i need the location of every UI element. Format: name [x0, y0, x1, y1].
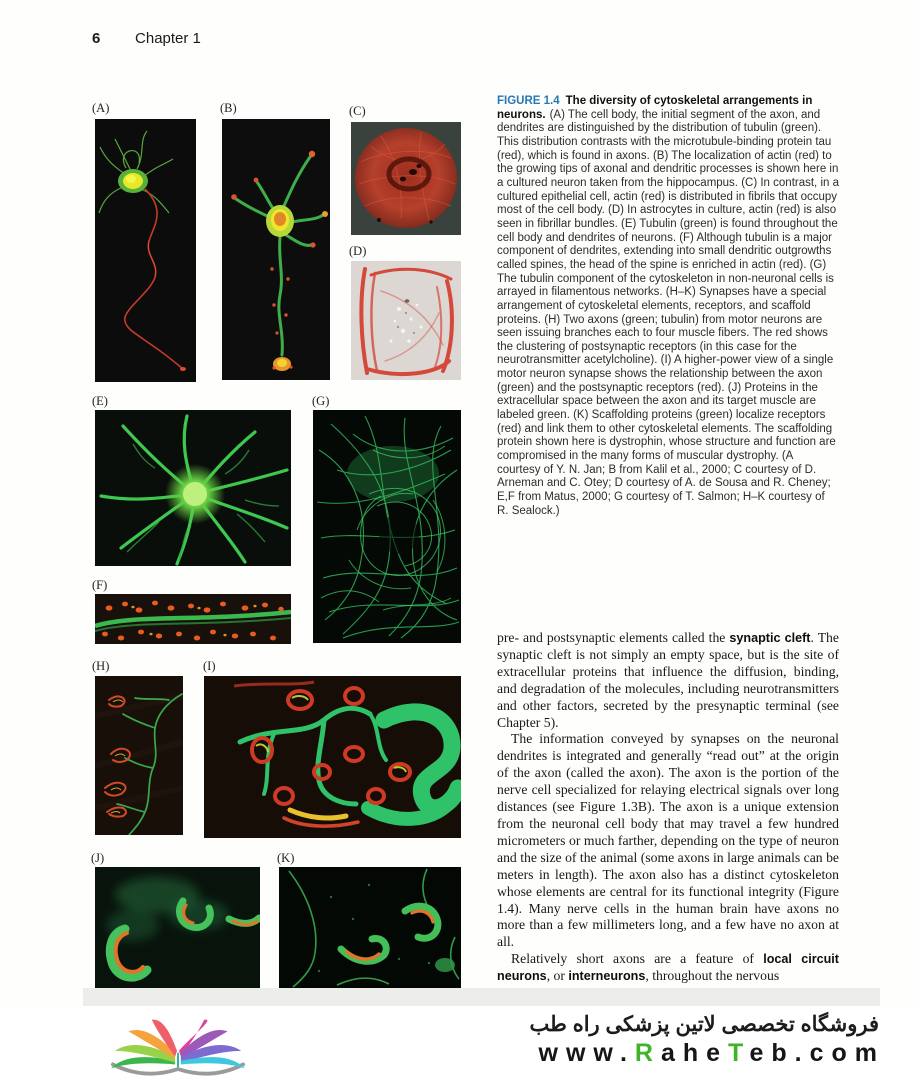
chapter-title: Chapter 1: [135, 30, 201, 47]
website-url: www.RaheTeb.com: [538, 1039, 885, 1067]
panel-label-b: (B): [220, 101, 237, 115]
panel-c-micrograph: [351, 122, 461, 235]
panel-label-c: (C): [349, 104, 366, 118]
figure-caption-text: (A) The cell body, the initial segment of the axon, and dendrites are distinguished by the distribution of tubulin (green). This distribution contrasts with the microtubule-binding protein tau (red), which is found in axons. (B) The localization of actin (red) to the growing tips of axonal and dendritic processes is shown here in a cultured neuron taken from the hippocampus. (C) In contrast, in a cultured epithelial cell, actin (red) is distributed in fibrils that occupy most of the cell body. (D) In astrocytes in culture, actin (red) is also seen in fibrillar bundles. (E) Tubulin (green) is found throughout the cell body and dendrites of neurons. (F) Although tubulin is a major component of dendrites, extending into small dendritic outgrowths called spines, the head of the spine is enriched in actin (red). (G) The tubulin component of the cytoskeleton in non-neuronal cells is arrayed in filamentous networks. (H–K) Synapses have a special arrangement of cytoskeletal elements, receptors, and scaffold proteins. (H) Two axons (green; tubulin) from motor neurons are seen issuing branches each to four muscle fibers. The red shows the clustering of postsynaptic receptors (in this case for the neurotransmitter acetylcholine). (I) A higher-power view of a single motor neuron synapse shows the relationship between the axon (green) and the postsynaptic receptors (red). (J) Proteins in the extracellular space between the axon and its target muscle are labeled green. (K) Scaffolding proteins (green) localize receptors (red) and link them to other cytoskeletal elements. The scaffolding protein shown here is dystrophin, whose structure and function are compromised in the many forms of muscular dystrophy. (A courtesy of Y. N. Jan; B from Kalil et al., 2000; C courtesy of D. Arneman and C. Otey; D courtesy of A. de Sousa and R. Cheney; E,F from Matus, 2000; G courtesy of T. Salmon; H–K courtesy of R. Sealock.): [497, 108, 839, 517]
panel-j-micrograph: [95, 867, 260, 988]
watermark-footer: [0, 1006, 919, 1080]
panel-d-micrograph: [351, 261, 461, 380]
panel-h-micrograph: [95, 676, 183, 835]
key-term-synaptic-cleft: synaptic cleft: [729, 631, 811, 645]
figure-number: FIGURE 1.4: [497, 95, 560, 107]
figure-caption: [497, 95, 839, 518]
panel-i-micrograph: [204, 676, 461, 838]
paragraph-interneurons: Relatively short axons are a feature of local circuit neurons, or interneurons, throughout the nervous: [497, 951, 839, 984]
panel-b-micrograph: [222, 119, 330, 380]
panel-label-f: (F): [92, 578, 108, 592]
page-header: [92, 30, 201, 47]
open-book-icon: [103, 1012, 253, 1080]
key-term-local-circuit-neurons: local circuit neurons: [497, 952, 839, 984]
panel-label-k: (K): [277, 851, 295, 865]
panel-label-a: (A): [92, 101, 110, 115]
figure-title: The diversity of cytoskeletal arrangements in neurons.: [497, 95, 813, 121]
paragraph-axon: The information conveyed by synapses on the neuronal dendrites is integrated and generally “read out” at the origin of the axon (called the axon). The axon is the portion of the nerve cell specialized for relaying electrical signals over long distances (see Figure 1.3B). The axon is a unique extension from the neuronal cell body that may travel a few hundred micrometers or much farther, depending on the type of neuron and the size of the animal (some axons in large animals can be meters in length). The axon also has a distinct cytoskeleton whose elements are central for its functional integrity (Figure 1.4). Many nerve cells in the human brain have axons no more than a few millimeters long, and a few have no axon at all.: [497, 731, 839, 950]
page-scan-edge: [83, 988, 880, 1006]
raheteb-logo: [103, 1012, 253, 1085]
body-text-column: [497, 630, 839, 985]
panel-a-micrograph: [95, 119, 196, 382]
page-number: 6: [92, 30, 101, 47]
panel-g-micrograph: [313, 410, 461, 643]
panel-k-micrograph: [279, 867, 461, 988]
panel-label-g: (G): [312, 394, 330, 408]
panel-e-micrograph: [95, 410, 291, 566]
panel-label-j: (J): [91, 851, 105, 865]
paragraph-synaptic-cleft: pre- and postsynaptic elements called the synaptic cleft. The synaptic cleft is not simply an empty space, but is the site of extracellular proteins that influence the diffusion, binding, and degradation of the molecules, including neurotransmitters and other factors, secreted by the presynaptic terminal (see Chapter 5).: [497, 630, 839, 730]
panel-label-i: (I): [203, 659, 216, 673]
panel-f-micrograph: [95, 594, 291, 644]
store-name-persian: فروشگاه تخصصی لاتین پزشکی راه طب: [529, 1013, 879, 1036]
panel-label-h: (H): [92, 659, 110, 673]
panel-label-d: (D): [349, 244, 367, 258]
key-term-interneurons: interneurons: [568, 969, 646, 984]
panel-label-e: (E): [92, 394, 108, 408]
